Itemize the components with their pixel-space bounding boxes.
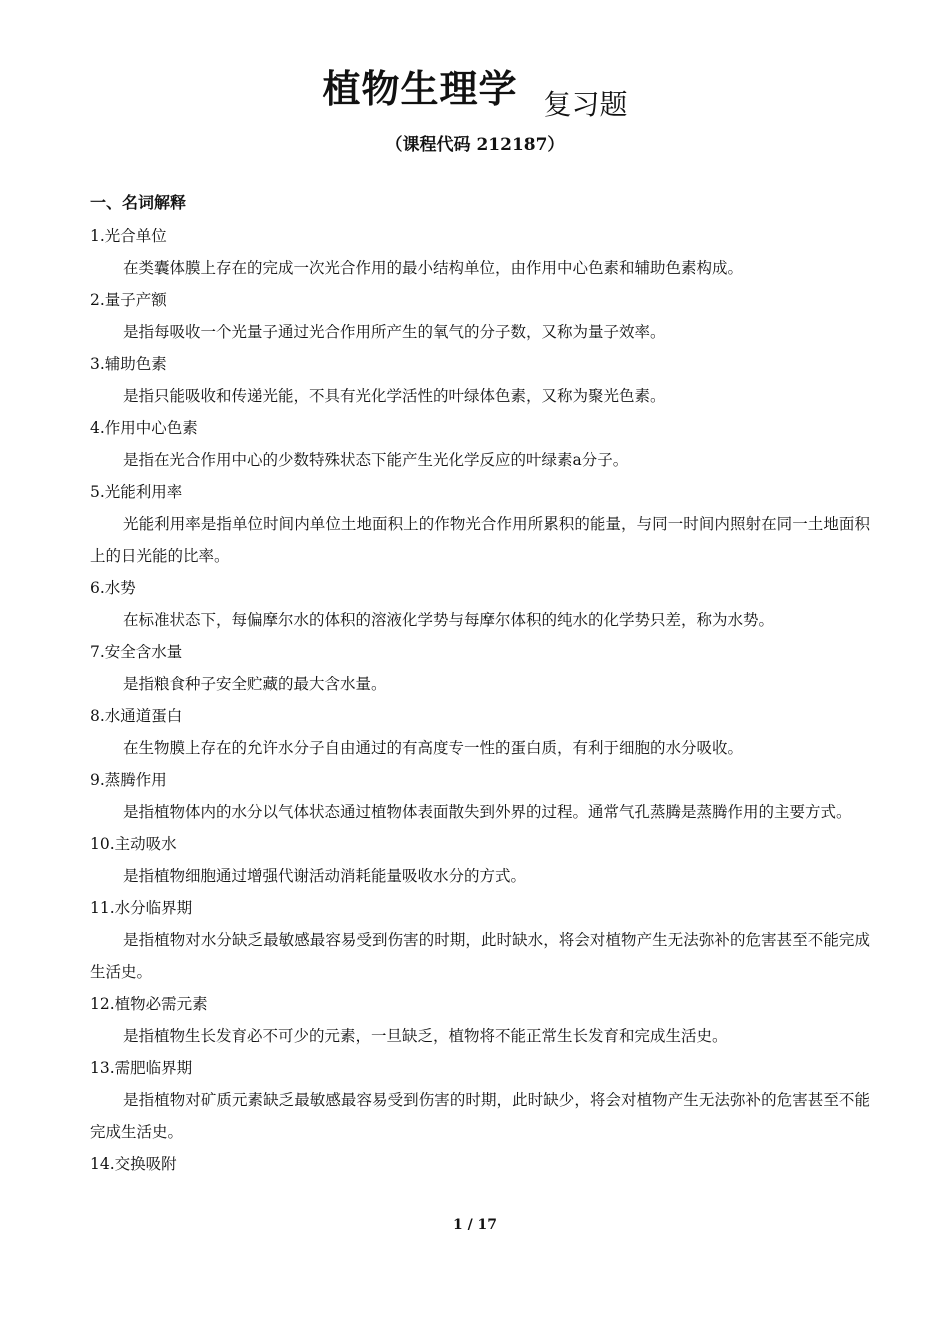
glossary-definition: 是指植物对矿质元素缺乏最敏感最容易受到伤害的时期，此时缺少，将会对植物产生无法弥补的危害甚至不能完成生活史。 [90, 1091, 870, 1141]
glossary-definition: 是指植物细胞通过增强代谢活动消耗能量吸收水分的方式。 [123, 867, 527, 885]
glossary-term: 6.水势 [90, 579, 136, 597]
glossary-entry [90, 764, 870, 828]
glossary-term: 12.植物必需元素 [90, 995, 208, 1013]
glossary-definition: 是指植物对水分缺乏最敏感最容易受到伤害的时期，此时缺水，将会对植物产生无法弥补的危害甚至不能完成生活史。 [90, 931, 870, 981]
glossary-term: 8.水通道蛋白 [90, 707, 183, 725]
glossary-definition: 是指植物体内的水分以气体状态通过植物体表面散失到外界的过程。通常气孔蒸腾是蒸腾作用的主要方式。 [123, 803, 852, 821]
title-block [0, 58, 950, 121]
glossary-entry [90, 892, 870, 988]
glossary-term: 11.水分临界期 [90, 899, 193, 917]
glossary-entry [90, 1148, 870, 1180]
document-body [90, 188, 870, 1180]
glossary-definition: 是指只能吸收和传递光能，不具有光化学活性的叶绿体色素，又称为聚光色素。 [123, 387, 666, 405]
glossary-entry [90, 1052, 870, 1148]
document-title: 植物生理学 [322, 67, 518, 111]
glossary-definition: 在类囊体膜上存在的完成一次光合作用的最小结构单位，由作用中心色素和辅助色素构成。 [123, 259, 744, 277]
glossary-term: 2.量子产额 [90, 291, 167, 309]
glossary-definition: 在标准状态下，每偏摩尔水的体积的溶液化学势与每摩尔体积的纯水的化学势只差，称为水势。 [123, 611, 775, 629]
glossary-definition: 是指粮食种子安全贮藏的最大含水量。 [123, 675, 387, 693]
glossary-term: 13.需肥临界期 [90, 1059, 193, 1077]
glossary-definition: 在生物膜上存在的允许水分子自由通过的有高度专一性的蛋白质，有利于细胞的水分吸收。 [123, 739, 744, 757]
course-code: （课程代码 212187） [385, 135, 565, 155]
glossary-entry [90, 284, 870, 348]
glossary-term: 14.交换吸附 [90, 1155, 177, 1173]
glossary-term: 4.作用中心色素 [90, 419, 198, 437]
glossary-entry [90, 988, 870, 1052]
glossary-term: 3.辅助色素 [90, 355, 167, 373]
glossary-term: 1.光合单位 [90, 227, 167, 245]
glossary-term: 9.蒸腾作用 [90, 771, 167, 789]
glossary-entry [90, 348, 870, 412]
glossary-entry [90, 220, 870, 284]
glossary-entry [90, 476, 870, 572]
glossary-entry [90, 412, 870, 476]
document-subtitle: 复习题 [543, 88, 628, 121]
glossary-entry [90, 636, 870, 700]
glossary-term: 10.主动吸水 [90, 835, 177, 853]
glossary-term: 5.光能利用率 [90, 483, 183, 501]
page-number: 1 / 17 [452, 1217, 498, 1233]
glossary-entry [90, 572, 870, 636]
glossary-definition: 是指每吸收一个光量子通过光合作用所产生的氧气的分子数，又称为量子效率。 [123, 323, 666, 341]
glossary-definition: 光能利用率是指单位时间内单位土地面积上的作物光合作用所累积的能量，与同一时间内照射在同一土地面积上的日光能的比率。 [90, 515, 870, 565]
glossary-entry [90, 700, 870, 764]
glossary-entry [90, 828, 870, 892]
glossary-definition: 是指在光合作用中心的少数特殊状态下能产生光化学反应的叶绿素a分子。 [123, 451, 629, 469]
glossary-definition: 是指植物生长发育必不可少的元素，一旦缺乏，植物将不能正常生长发育和完成生活史。 [123, 1027, 728, 1045]
glossary-term: 7.安全含水量 [90, 643, 183, 661]
section-heading: 一、名词解释 [90, 193, 187, 212]
